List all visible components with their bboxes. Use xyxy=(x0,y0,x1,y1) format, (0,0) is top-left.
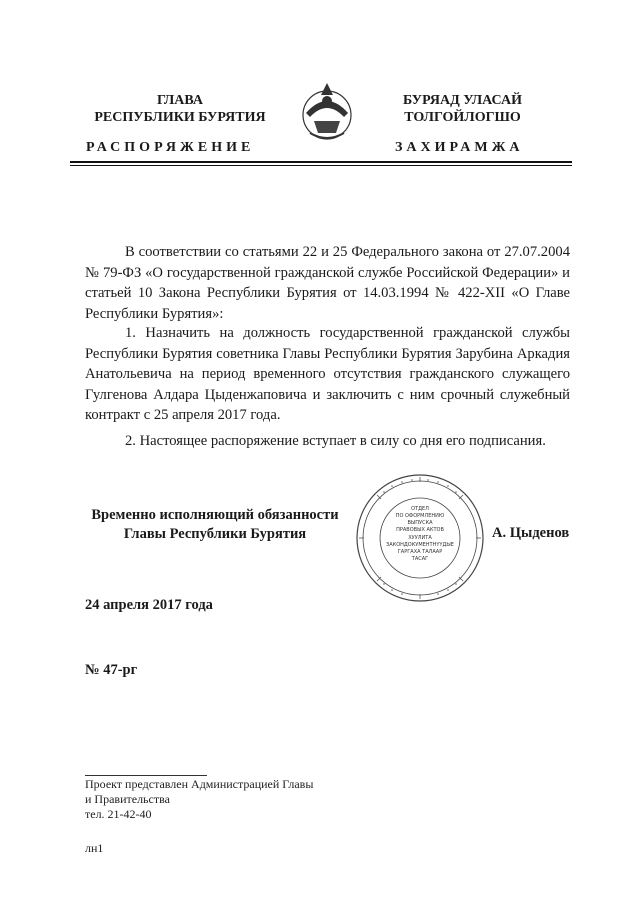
item2-paragraph xyxy=(85,431,570,452)
official-stamp xyxy=(354,472,486,604)
footer-note xyxy=(85,777,313,822)
stamp-line2: ПО ОФОРМЛЕНИЮ xyxy=(395,513,445,519)
coat-of-arms-emblem xyxy=(296,77,358,147)
item1-text: 1. Назначить на должность государственной гражданской службы Республики Бурятия советника Главы Республики Бурятия Зарубина Аркадия Анатольевича на период временного отсутствия гражданского служащего Гулгенова Алдара Цыденжаповича и заключить с ним срочный служебный контракт с 25 апреля 2017 года. xyxy=(85,325,570,423)
footer-line1: Проект представлен Администрацией Главы xyxy=(85,777,314,791)
signatory-title-line1: Временно исполняющий обязанности xyxy=(91,507,339,523)
stamp-line4: ПРАВОВЫХ АКТОВ xyxy=(396,527,444,533)
stamp-line5: ХУУЛИТА xyxy=(408,535,432,541)
preamble-text: В соответствии со статьями 22 и 25 Федерального закона от 27.07.2004 № 79-ФЗ «О государственной гражданской службе Российской Федерации» и статьей 10 Закона Республики Бурятия от 14.03.1994 № 422-XII «О Главе Республики Бурятия»: xyxy=(85,244,570,322)
header-right-line2: ТОЛГОЙЛОГШО xyxy=(404,110,521,125)
item2-text: 2. Настоящее распоряжение вступает в силу со дня его подписания. xyxy=(125,433,546,449)
stamp-line1: ОТДЕЛ xyxy=(411,506,429,512)
header-divider-thick xyxy=(70,161,572,163)
preamble-paragraph xyxy=(85,242,570,324)
header-right-line1: БУРЯАД УЛАСАЙ xyxy=(403,93,522,108)
footer-divider xyxy=(85,775,207,776)
document-number: № 47-рг xyxy=(85,662,138,678)
signatory-title xyxy=(80,506,350,544)
doc-type-russian: РАСПОРЯЖЕНИЕ xyxy=(86,140,255,155)
header-right-block xyxy=(355,92,570,126)
footer-initials: лн1 xyxy=(85,841,104,855)
footer-phone: тел. 21-42-40 xyxy=(85,807,152,821)
stamp-line8: ТАСАГ xyxy=(411,556,429,562)
header-left-line2: РЕСПУБЛИКИ БУРЯТИЯ xyxy=(94,110,266,125)
doc-type-buryat: ЗАХИРАМЖА xyxy=(395,140,524,155)
footer-line2: и Правительства xyxy=(85,792,170,806)
document-date: 24 апреля 2017 года xyxy=(85,597,213,613)
header-left-line1: ГЛАВА xyxy=(157,93,203,108)
header-left-block xyxy=(70,92,290,126)
signatory-title-line2: Главы Республики Бурятия xyxy=(123,526,307,542)
stamp-line7: ГАРГАХА ТАЛААР xyxy=(397,549,443,555)
item1-paragraph xyxy=(85,323,570,426)
stamp-line3: ВЫПУСКА xyxy=(407,520,433,526)
stamp-line6: ЗАКОНДОКУМЕНТНҮҮДЫЕ xyxy=(386,542,454,548)
signatory-name: А. Цыденов xyxy=(492,525,570,541)
header-divider-thin xyxy=(70,165,572,166)
